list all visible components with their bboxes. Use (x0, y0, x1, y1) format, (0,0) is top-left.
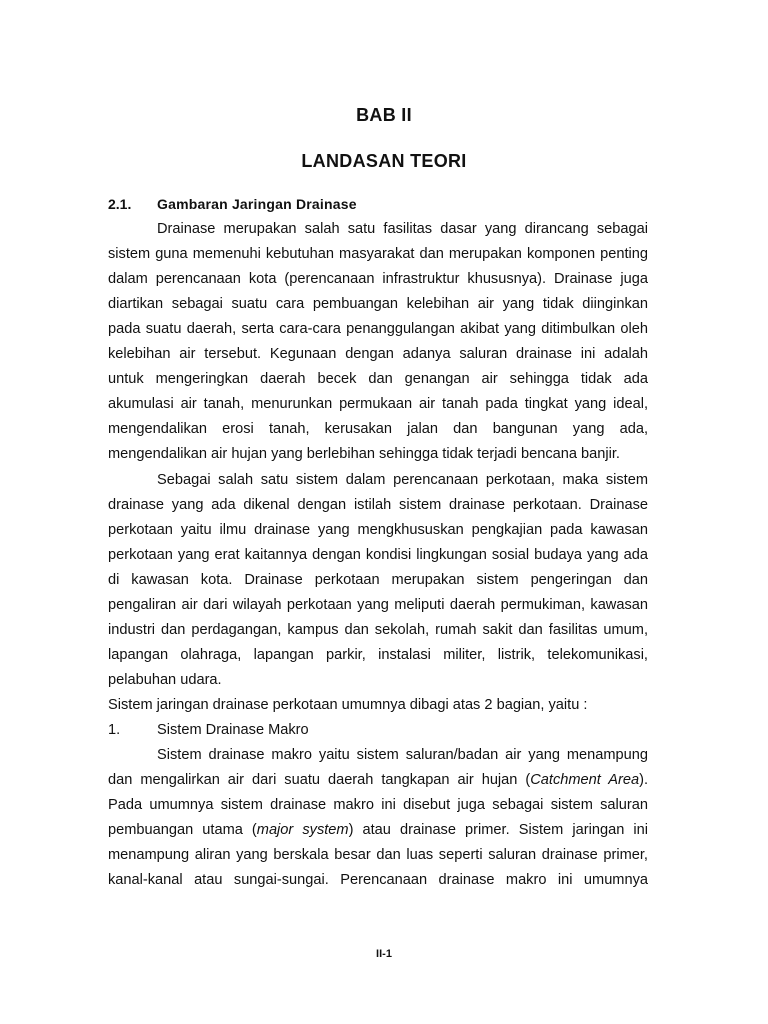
paragraph-line: drainase yang ada dikenal dengan istilah sistem drainase perkotaan. Drainase (108, 497, 648, 513)
text-run: ) atau drainase primer. Sistem jaringan ini (348, 822, 648, 838)
chapter-title: LANDASAN TEORI (301, 151, 467, 171)
text-run: ). (639, 772, 648, 788)
paragraph-line: kanal-kanal atau sungai-sungai. Perencanaan drainase makro ini umumnya (108, 872, 648, 888)
paragraph-line: perkotaan yaitu ilmu drainase yang mengkhususkan pengkajian pada kawasan (108, 522, 648, 538)
paragraph-line: lapangan olahraga, lapangan parkir, instalasi militer, listrik, telekomunikasi, (108, 647, 648, 663)
section-title: Gambaran Jaringan Drainase (157, 196, 357, 212)
paragraph-line: untuk mengeringkan daerah becek dan genangan air sehingga tidak ada (108, 371, 648, 387)
text-run: dan mengalirkan air dari suatu daerah tangkapan air hujan ( (108, 772, 531, 788)
paragraph-line: kelebihan air tersebut. Kegunaan dengan adanya saluran drainase ini adalah (108, 346, 648, 362)
paragraph-line: Pada umumnya sistem drainase makro ini disebut juga sebagai sistem saluran (108, 797, 648, 813)
paragraph-line: mengendalikan air hujan yang berlebihan sehingga tidak terjadi bencana banjir. (108, 446, 620, 462)
text-run: pembuangan utama ( (108, 822, 257, 838)
paragraph-line: Sebagai salah satu sistem dalam perencanaan perkotaan, maka sistem (157, 472, 648, 488)
paragraph-line: diartikan sebagai suatu cara pembuangan kelebihan air yang tidak diinginkan (108, 296, 648, 312)
paragraph-line (108, 768, 648, 793)
paragraph-line: pelabuhan udara. (108, 672, 222, 688)
chapter-heading: BAB II (356, 105, 412, 125)
paragraph-line: perkotaan yang erat kaitannya dengan kondisi lingkungan sosial budaya yang ada (108, 547, 648, 563)
paragraph-line: pengaliran air dari wilayah perkotaan yang meliputi daerah permukiman, kawasan (108, 597, 648, 613)
list-item-label: Sistem Drainase Makro (157, 722, 309, 738)
paragraph-line: dalam perencanaan kota (perencanaan infrastruktur khususnya). Drainase juga (108, 271, 648, 287)
list-number: 1. (108, 722, 121, 738)
paragraph-line: industri dan perdagangan, kampus dan sekolah, rumah sakit dan fasilitas umum, (108, 622, 648, 638)
paragraph-line: menampung aliran yang berskala besar dan luas seperti saluran drainase primer, (108, 847, 648, 863)
intro-line: Sistem jaringan drainase perkotaan umumnya dibagi atas 2 bagian, yaitu : (108, 697, 588, 713)
paragraph-line: di kawasan kota. Drainase perkotaan merupakan sistem pengeringan dan (108, 572, 648, 588)
page-number: II-1 (376, 948, 392, 960)
paragraph-line: akumulasi air tanah, menurunkan permukaan air tanah pada tingkat yang ideal, (108, 396, 648, 412)
paragraph-line: pada suatu daerah, serta cara-cara penanggulangan akibat yang ditimbulkan oleh (108, 321, 648, 337)
paragraph-line: mengendalikan erosi tanah, kerusakan jalan dan bangunan yang ada, (108, 421, 648, 437)
paragraph-line (108, 818, 648, 843)
italic-term: major system (256, 822, 349, 838)
paragraph-line: Sistem drainase makro yaitu sistem saluran/badan air yang menampung (157, 747, 648, 763)
italic-term: Catchment Area (530, 772, 640, 788)
section-number: 2.1. (108, 196, 132, 212)
paragraph-line: sistem guna memenuhi kebutuhan masyarakat dan merupakan komponen penting (108, 246, 648, 262)
paragraph-line: Drainase merupakan salah satu fasilitas dasar yang dirancang sebagai (157, 221, 648, 237)
